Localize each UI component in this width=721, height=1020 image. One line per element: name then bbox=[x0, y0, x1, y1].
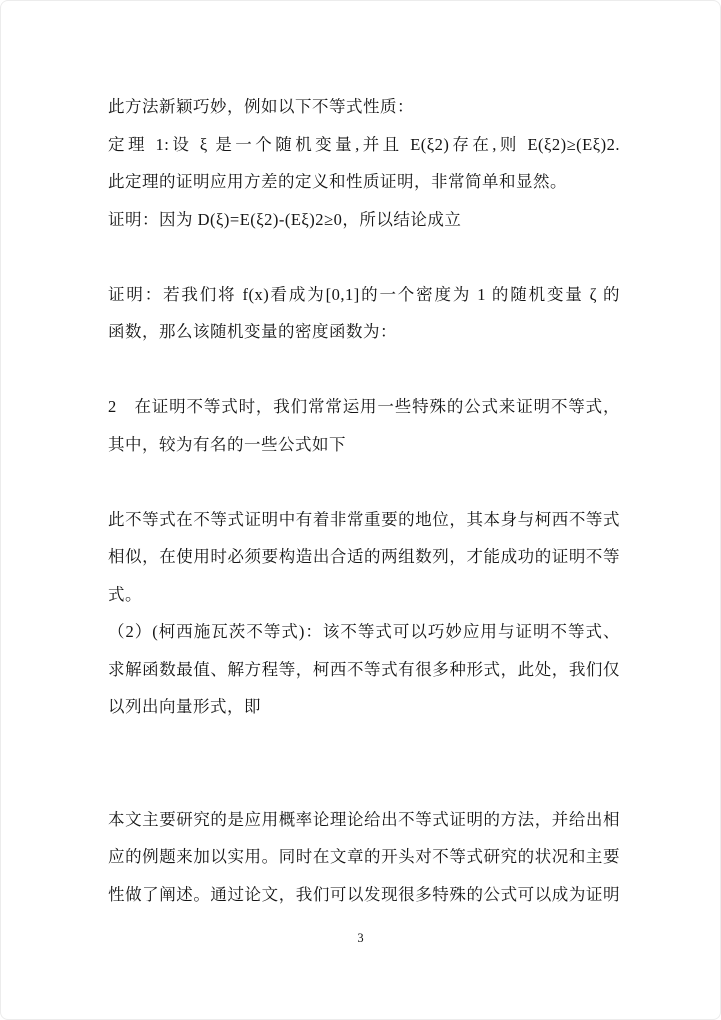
text-line: 以列出向量形式，即 bbox=[108, 697, 261, 716]
paragraph-method-intro-and-theorem1 bbox=[108, 88, 620, 238]
text-line: 相似，在使用时必须要构造出合适的两组数列，才能成功的证明不等 bbox=[108, 547, 620, 566]
text-line: 本文主要研究的是应用概率论理论给出不等式证明的方法，并给出相 bbox=[108, 809, 620, 829]
text-line: 定理 1:设 ξ 是一个随机变量,并且 E(ξ2)存在,则 E(ξ2)≥(Eξ)2. bbox=[108, 134, 620, 154]
text-line: 性做了阐述。通过论文，我们可以发现很多特殊的公式可以成为证明 bbox=[108, 884, 620, 904]
text-line: 应的例题来加以实用。同时在文章的开头对不等式研究的状况和主要 bbox=[108, 847, 620, 866]
text-line: 2 在证明不等式时，我们常常运用一些特殊的公式来证明不等式， bbox=[108, 397, 620, 416]
paragraph-proof-density-function bbox=[108, 276, 620, 351]
text-block bbox=[108, 88, 620, 913]
text-line: 证明：因为 D(ξ)=E(ξ2)-(Eξ)2≥0，所以结论成立 bbox=[108, 209, 462, 229]
text-line: 证明：若我们将 f(x)看成为[0,1]的一个密度为 1 的随机变量 ζ 的 bbox=[108, 284, 620, 304]
text-line: 函数，那么该随机变量的密度函数为： bbox=[108, 322, 397, 341]
text-line: 此方法新颖巧妙，例如以下不等式性质： bbox=[108, 97, 414, 116]
paragraph-inequality-importance bbox=[108, 501, 620, 614]
text-line: 求解函数最值、解方程等，柯西不等式有很多种形式，此处，我们仅 bbox=[108, 659, 620, 679]
text-line: 其中，较为有名的一些公式如下 bbox=[108, 434, 346, 454]
paragraph-paper-summary bbox=[108, 801, 620, 914]
page-number: 3 bbox=[357, 931, 364, 945]
text-line: 此不等式在不等式证明中有着非常重要的地位，其本身与柯西不等式 bbox=[108, 509, 620, 529]
text-line: 此定理的证明应用方差的定义和性质证明，非常简单和显然。 bbox=[108, 172, 567, 191]
paragraph-cauchy-schwarz-item bbox=[108, 613, 620, 726]
paragraph-section2-special-formulas bbox=[108, 388, 620, 463]
text-line: （2）(柯西施瓦茨不等式)：该不等式可以巧妙应用与证明不等式、 bbox=[108, 622, 620, 641]
text-line: 式。 bbox=[108, 584, 142, 604]
